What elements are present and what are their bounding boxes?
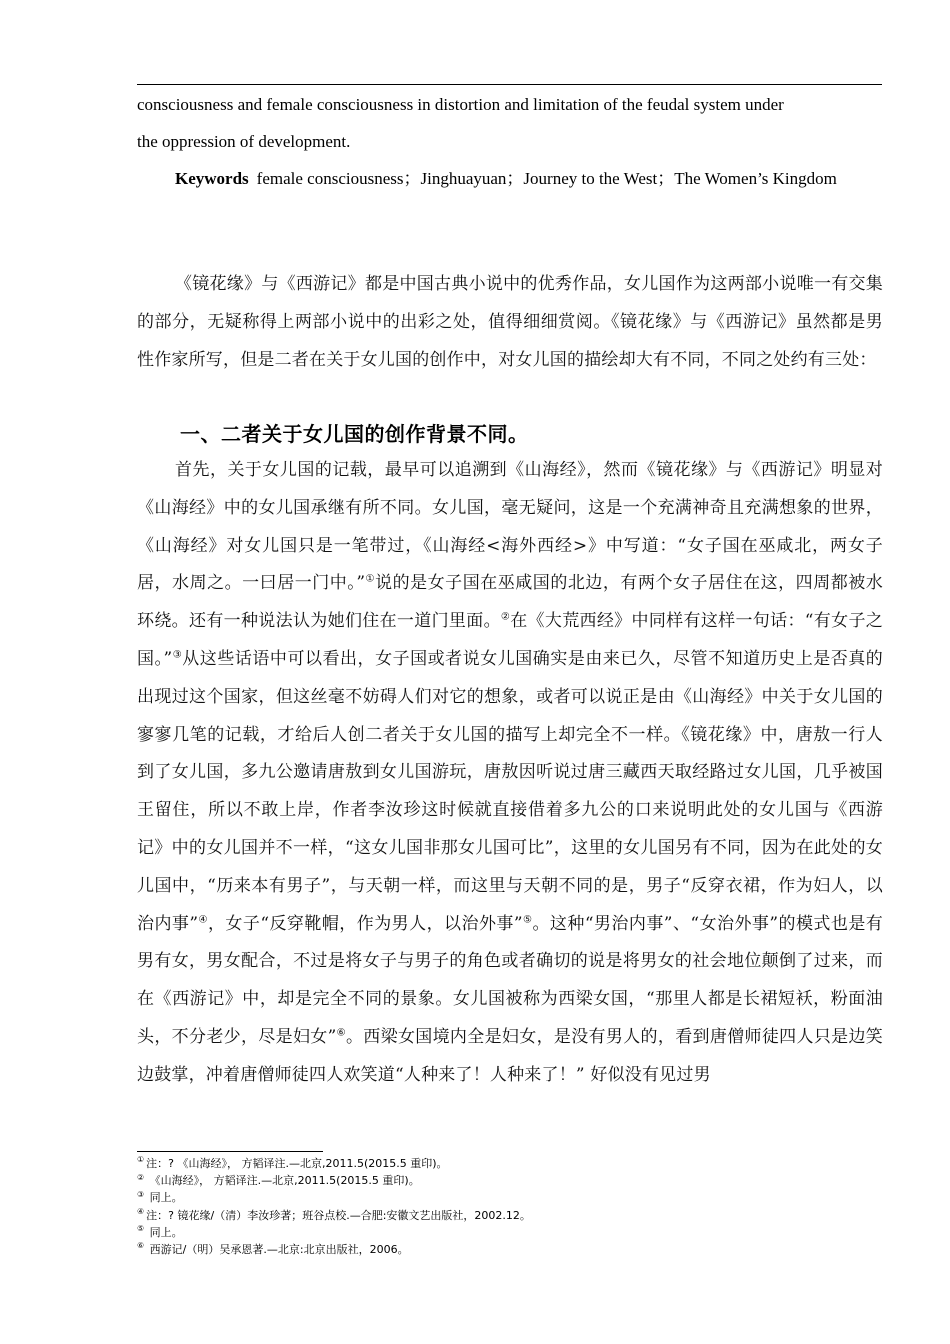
footnote — [137, 1189, 877, 1206]
footnote-ref[interactable]: ⑥ — [336, 1027, 346, 1039]
footnote-text: 《山海经》， 方韬译注.—北京,2011.5(2015.5 重印)。 — [146, 1174, 420, 1188]
body-text: 。西梁女国境内全是妇女，是没有男人的，看到唐僧师徒四人只是边笑边鼓掌，冲着唐僧师徒四人欢笑道“人种来了！人种来了！” 好似没有见过男 — [137, 1026, 884, 1085]
abstract-line: the oppression of development. — [137, 132, 351, 151]
footnote-ref[interactable]: ② — [500, 611, 511, 623]
body-paragraph — [137, 452, 883, 1095]
footnote — [137, 1207, 877, 1224]
intro-block — [137, 266, 883, 379]
header-rule — [137, 84, 882, 85]
footnote-text: 注：? 镜花缘/（清）李汝珍著；班谷点校.—合肥:安徽文艺出版社，2002.12。 — [146, 1208, 531, 1222]
body-block — [137, 452, 883, 1095]
footnote-mark: ⑤ — [137, 1224, 145, 1234]
footnote-text: 西游记/（明）吴承恩著.—北京:北京出版社，2006。 — [146, 1243, 409, 1257]
footnote-ref[interactable]: ③ — [172, 649, 183, 661]
abstract-tail — [137, 86, 883, 197]
footnote-ref[interactable]: ⑤ — [522, 913, 533, 925]
section-heading: 一、二者关于女儿国的创作背景不同。 — [180, 422, 529, 446]
body-text: 。这种“男治内事”、“女治外事”的模式也是有男有女，男女配合，不过是将女子与男子的角色或者确切的说是将男女的社会地位颠倒了过来，而在《西游记》中，却是完全不同的景象。女儿国被称为西梁女国，“那里人都是长裙短袄，粉面油头，不分老少，尽是妇女” — [137, 913, 884, 1047]
footnote — [137, 1172, 877, 1189]
footnote — [137, 1241, 877, 1258]
footnote-text: 注：? 《山海经》， 方韬译注.—北京,2011.5(2015.5 重印)。 — [146, 1157, 448, 1170]
footnote — [137, 1224, 877, 1241]
footnotes — [137, 1155, 877, 1258]
body-text: 说的是女子国在巫咸国的北边，有两个女子居住在这，四周都被水环绕。还有一种说法认为她们住在一道门里面。 — [137, 573, 883, 632]
footnote-text: 同上。 — [146, 1191, 183, 1205]
footnote — [137, 1155, 877, 1172]
footnote-mark: ⑥ — [137, 1241, 145, 1251]
body-text: 在《大荒西经》中同样有这样一句话：“有女子之国。” — [137, 611, 883, 669]
keywords-text: female consciousness；Jinghuayuan；Journey to the West；The Women’s Kingdom — [256, 169, 837, 188]
footnote-mark: ③ — [137, 1189, 145, 1199]
footnote-ref[interactable]: ④ — [198, 913, 208, 925]
footnote-ref[interactable]: ① — [365, 573, 376, 585]
footnote-mark: ④ — [137, 1206, 145, 1216]
footnote-text: 同上。 — [146, 1225, 183, 1239]
intro-paragraph: 《镜花缘》与《西游记》都是中国古典小说中的优秀作品，女儿国作为这两部小说唯一有交集的部分，无疑称得上两部小说中的出彩之处，值得细细赏阅。《镜花缘》与《西游记》虽然都是男性作家所写，但是二者在关于女儿国的创作中，对女儿国的描绘却大有不同，不同之处约有三处： — [137, 274, 883, 370]
abstract-line: consciousness and female consciousness in distortion and limitation of the feudal system under — [137, 95, 784, 114]
body-text: ，女子“反穿靴帽，作为男人，以治外事” — [207, 913, 523, 934]
body-text: 从这些话语中可以看出，女子国或者说女儿国确实是由来已久，尽管不知道历史上是否真的出现过这个国家，但这丝毫不妨碍人们对它的想象，或者可以说正是由《山海经》中关于女儿国的寥寥几笔的记载，才给后人创二者关于女儿国的描写上却完全不一样。《镜花缘》中，唐敖一行人到了女儿国，多九公邀请唐敖到女儿国游玩，唐敖因听说过唐三藏西天取经路过女儿国，几乎被国王留住，所以不敢上岸，作者李汝珍这时候就直接借着多九公的口来说明此处的女儿国与《西游记》中的女儿国并不一样，“这女儿国非那女儿国可比”，这里的女儿国另有不同，因为在此处的女儿国中，“历来本有男子”，与天朝一样，而这里与天朝不同的是，男子“反穿衣裙，作为妇人，以治内事” — [137, 648, 884, 934]
keywords-paragraph — [137, 160, 883, 197]
footnote-separator — [137, 1151, 323, 1152]
body-text: 首先，关于女儿国的记载，最早可以追溯到《山海经》，然而《镜花缘》与《西游记》明显对《山海经》中的女儿国承继有所不同。女儿国，毫无疑问，这是一个充满神奇且充满想象的世界，《山海经》对女儿国只是一笔带过，《山海经<海外西经>》中写道：“女子国在巫咸北，两女子居，水周之。一曰居一门中。” — [137, 460, 883, 594]
footnote-mark: ② — [137, 1172, 145, 1182]
footnote-mark: ① — [137, 1155, 145, 1165]
keywords-label: Keywords — [175, 169, 249, 188]
